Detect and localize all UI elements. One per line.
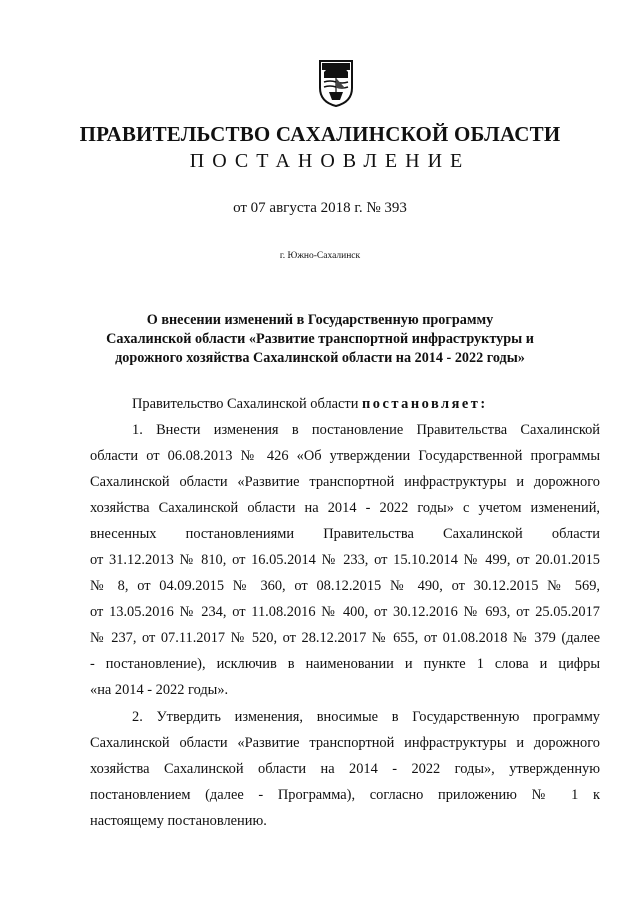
paragraph-2-line: хозяйства Сахалинской области на 2014 - 2022 годы», утвержденную (90, 761, 600, 777)
document-city: г. Южно-Сахалинск (279, 251, 361, 261)
paragraph-1-line: Сахалинской области «Развитие транспортной инфраструктуры и дорожного (90, 474, 600, 490)
document-subject (0, 311, 640, 368)
paragraph-2-line: постановлением (далее - Программа), согласно приложению № 1 к (90, 787, 600, 803)
paragraph-1-line: № 8, от 04.09.2015 № 360, от 08.12.2015 № 490, от 30.12.2015 № 569, (90, 578, 600, 594)
paragraph-2-line: 2. Утвердить изменения, вносимые в Государственную программу (132, 709, 600, 725)
subject-line: О внесении изменений в Государственную программу (146, 312, 494, 328)
paragraph-1-line: области от 06.08.2013 № 426 «Об утверждении Государственной программы (90, 448, 600, 464)
subject-line: дорожного хозяйства Сахалинской области на 2014 - 2022 годы» (115, 350, 525, 366)
document-date-number: от 07 августа 2018 г. № 393 (233, 200, 407, 216)
document-type: ПОСТАНОВЛЕНИЕ (189, 150, 471, 172)
paragraph-2-line: Сахалинской области «Развитие транспортной инфраструктуры и дорожного (90, 735, 600, 751)
paragraph-1-line: хозяйства Сахалинской области на 2014 - 2022 годы» с учетом изменений, (90, 500, 600, 516)
paragraph-1-line: 1. Внести изменения в постановление Правительства Сахалинской (132, 422, 600, 438)
preamble-decree-word: постановляет: (362, 396, 488, 412)
paragraph-1-line: № 237, от 07.11.2017 № 520, от 28.12.2017 № 655, от 01.08.2018 № 379 (далее (90, 630, 600, 646)
subject-line: Сахалинской области «Развитие транспортной инфраструктуры и (106, 331, 534, 347)
preamble (132, 394, 600, 414)
government-title: ПРАВИТЕЛЬСТВО САХАЛИНСКОЙ ОБЛАСТИ (79, 122, 561, 146)
paragraph-1-line: «на 2014 - 2022 годы». (90, 682, 229, 698)
paragraph-1-line: от 31.12.2013 № 810, от 16.05.2014 № 233, от 15.10.2014 № 499, от 20.01.2015 (90, 552, 600, 568)
paragraph-1-line: внесенных постановлениями Правительства Сахалинской области (90, 526, 600, 542)
preamble-prefix: Правительство Сахалинской области (132, 396, 362, 412)
paragraph-1-line: - постановление), исключив в наименовании и пункте 1 слова и цифры (90, 656, 600, 672)
paragraph-1-line: от 13.05.2016 № 234, от 11.08.2016 № 400, от 30.12.2016 № 693, от 25.05.2017 (90, 604, 600, 620)
paragraph-2-line: настоящему постановлению. (90, 813, 267, 829)
sakhalin-coat-of-arms-icon (318, 58, 354, 108)
